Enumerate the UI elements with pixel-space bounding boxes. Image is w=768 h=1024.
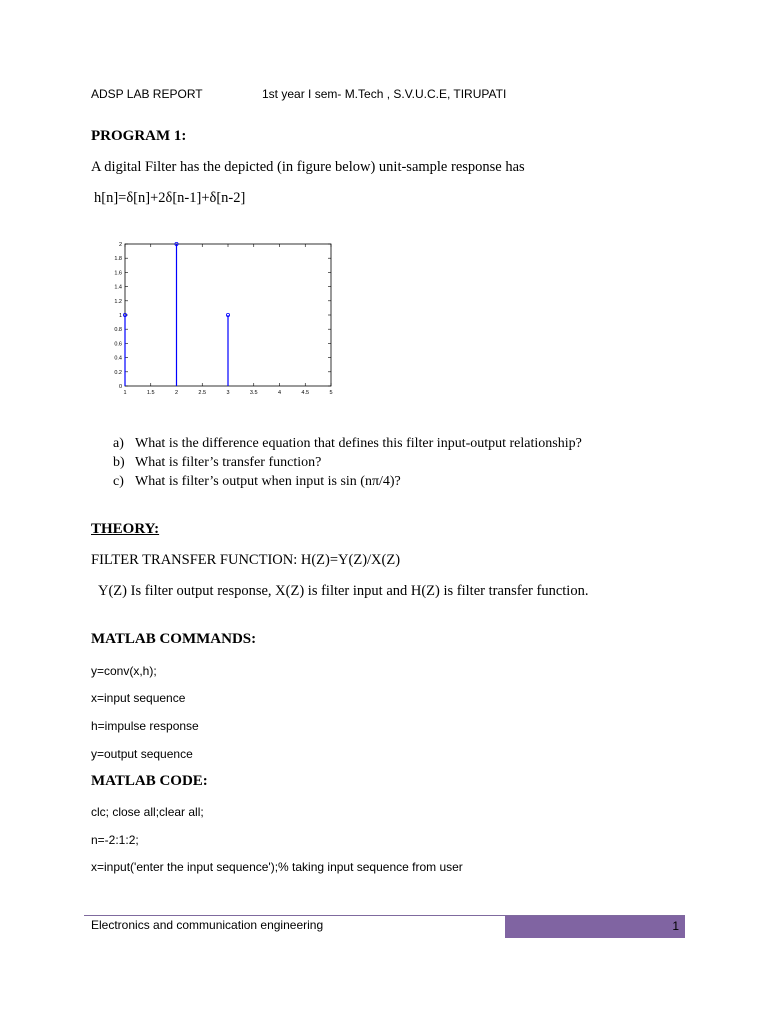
code-line: x=input('enter the input sequence');% taking input sequence from user [91,860,463,874]
transfer-function-line: FILTER TRANSFER FUNCTION: H(Z)=Y(Z)/X(Z) [91,552,401,568]
header-title: ADSP LAB REPORT [91,87,203,101]
matlab-commands-heading: MATLAB COMMANDS: [91,631,257,647]
question-item [113,453,582,472]
command-line: x=input sequence [91,691,186,705]
x-tick-label: 4.5 [301,390,310,396]
y-tick-label: 0.4 [114,355,122,362]
theory-heading: THEORY: [91,521,160,537]
y-tick-label: 1 [118,313,122,319]
y-tick-label: 0 [118,384,122,390]
impulse-response-equation: h[n]=δ[n]+2δ[n-1]+δ[n-2] [94,190,246,206]
question-text: What is the difference equation that defines this filter input-output relationship? [135,436,582,451]
y-tick-label: 1.2 [114,298,122,305]
stem-plot [105,236,345,400]
footer-page-box [505,916,685,938]
matlab-code-heading: MATLAB CODE: [91,773,208,789]
x-tick-label: 5 [329,390,333,396]
question-marker: a) [113,436,124,451]
x-tick-label: 3 [226,390,230,396]
y-tick-label: 1.6 [114,270,122,277]
question-marker: b) [113,455,125,470]
x-tick-label: 1.5 [146,390,155,396]
question-text: What is filter’s output when input is sin (nπ/4)? [135,474,401,489]
footer-department: Electronics and communication engineering [91,918,324,932]
command-line: h=impulse response [91,719,199,733]
x-tick-label: 2.5 [198,390,207,396]
question-text: What is filter’s transfer function? [135,455,322,470]
command-line: y=conv(x,h); [91,664,157,678]
y-tick-label: 0.2 [114,369,122,376]
question-marker: c) [113,474,124,489]
y-tick-label: 1.8 [114,256,122,263]
y-tick-label: 0.8 [114,327,122,334]
code-line: clc; close all;clear all; [91,805,204,819]
x-tick-label: 1 [123,390,127,396]
x-tick-label: 3.5 [249,390,258,396]
header-institution: 1st year I sem- M.Tech , S.V.U.C.E, TIRUPATI [262,87,507,101]
question-item [113,434,582,453]
y-tick-label: 1.4 [114,284,122,291]
y-tick-label: 2 [118,242,122,248]
y-tick-label: 0.6 [114,341,122,348]
x-tick-label: 4 [277,390,282,396]
question-item [113,472,582,491]
page-number: 1 [672,919,679,933]
transfer-function-description: Y(Z) Is filter output response, X(Z) is filter input and H(Z) is filter transfer function. [98,583,589,599]
code-line: n=-2:1:2; [91,833,139,847]
program-title: PROGRAM 1: [91,128,187,144]
x-tick-label: 2 [174,390,179,396]
question-list [113,434,582,491]
program-description: A digital Filter has the depicted (in figure below) unit-sample response has [91,159,525,175]
command-line: y=output sequence [91,747,193,761]
